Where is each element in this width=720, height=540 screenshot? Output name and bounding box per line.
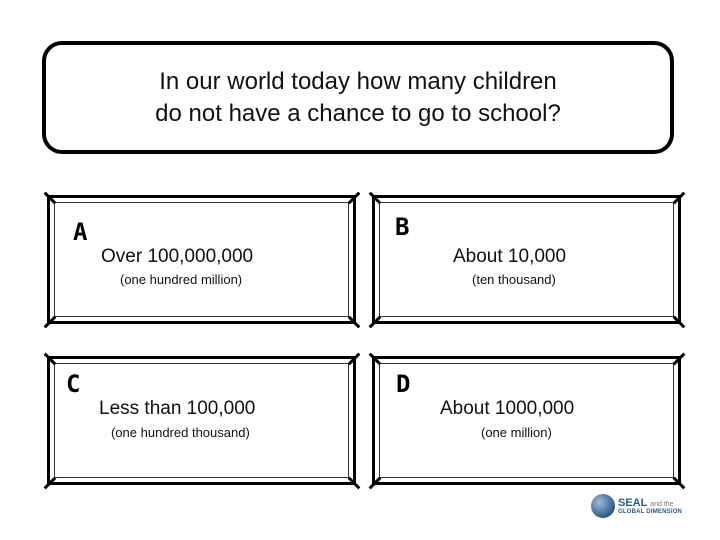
globe-icon [591, 494, 615, 518]
answer-main-a: Over 100,000,000 [101, 246, 254, 267]
answer-letter-a: A [73, 218, 88, 246]
answer-letter-d: D [396, 370, 411, 398]
logo-top-text: SEAL [618, 496, 648, 509]
logo-top-small: and the [650, 500, 674, 508]
answer-card-d[interactable] [372, 356, 681, 485]
question-line-2: do not have a chance to go to school? [155, 99, 561, 127]
answer-sub-c: (one hundred thousand) [111, 425, 250, 440]
answer-sub-d: (one million) [481, 425, 552, 440]
answer-letter-b: B [395, 213, 410, 241]
answer-sub-a: (one hundred million) [120, 272, 243, 287]
answer-sub-b: (ten thousand) [472, 272, 556, 287]
question-text [155, 66, 561, 130]
logo-bottom-text: GLOBAL DIMENSION [618, 508, 683, 515]
answer-letter-c: C [66, 370, 81, 398]
answer-main-d: About 1000,000 [440, 398, 575, 419]
seal-logo [591, 492, 689, 520]
answer-card-c[interactable] [47, 356, 356, 485]
question-line-1: In our world today how many children [159, 67, 557, 95]
answer-main-c: Less than 100,000 [99, 398, 256, 419]
answer-main-b: About 10,000 [453, 246, 567, 267]
question-box [42, 41, 674, 154]
